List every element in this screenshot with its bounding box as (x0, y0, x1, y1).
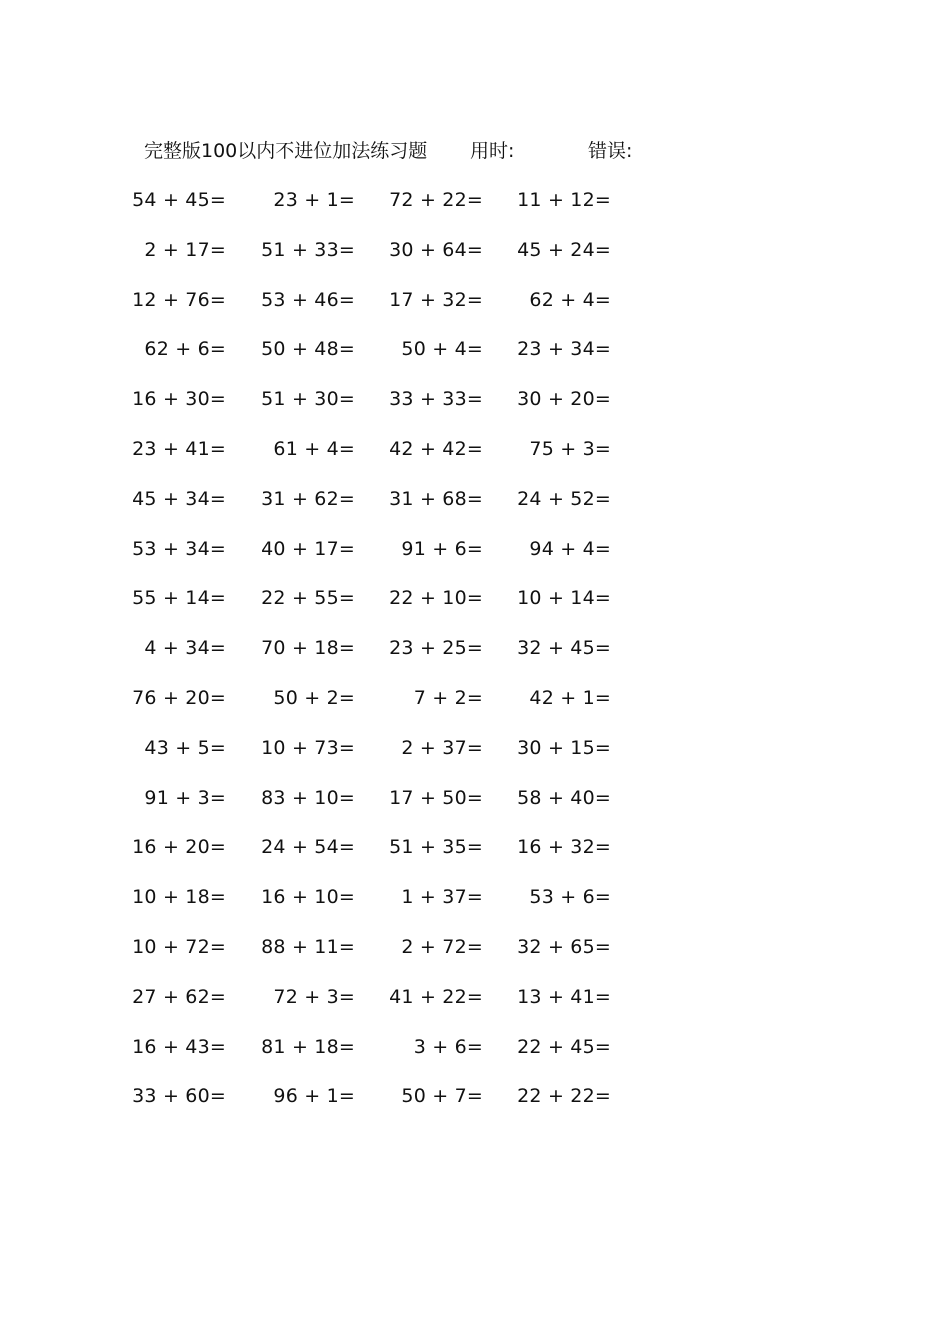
problem-row (0, 633, 950, 663)
problem-item: 72 + 22= (389, 189, 483, 211)
problem-row (0, 1081, 950, 1111)
problem-item: 27 + 62= (132, 985, 226, 1008)
problem-row (0, 235, 950, 265)
problem-item: 23 + 25= (389, 637, 483, 660)
problem-item: 58 + 40= (517, 786, 611, 809)
problem-row (0, 683, 950, 713)
problem-item: 4 + 34= (144, 637, 226, 660)
problem-row (0, 384, 950, 414)
problem-item: 10 + 73= (261, 736, 355, 759)
problem-row (0, 534, 950, 564)
problem-item: 62 + 4= (529, 288, 611, 311)
problem-row (0, 185, 950, 215)
problem-item: 10 + 18= (132, 886, 226, 909)
problem-item: 42 + 42= (389, 438, 483, 460)
problem-item: 55 + 14= (132, 587, 226, 610)
problem-item: 40 + 17= (261, 537, 355, 560)
problem-row (0, 484, 950, 514)
problem-item: 23 + 34= (517, 338, 611, 361)
problem-item: 2 + 37= (401, 736, 483, 759)
problem-item: 70 + 18= (261, 637, 355, 660)
problem-row (0, 334, 950, 364)
problem-item: 7 + 2= (413, 687, 483, 709)
problem-item: 30 + 64= (389, 238, 483, 261)
problem-item: 91 + 3= (144, 786, 226, 809)
problem-item: 42 + 1= (529, 687, 611, 709)
problem-item: 22 + 10= (389, 587, 483, 610)
problem-item: 3 + 6= (413, 1035, 483, 1058)
problem-item: 53 + 34= (132, 537, 226, 560)
problem-item: 33 + 33= (389, 388, 483, 411)
problem-item: 41 + 22= (389, 985, 483, 1008)
problem-item: 16 + 10= (261, 886, 355, 909)
problem-item: 13 + 41= (517, 985, 611, 1008)
problem-item: 32 + 65= (517, 936, 611, 958)
problem-item: 50 + 2= (273, 687, 355, 709)
problem-item: 33 + 60= (132, 1085, 226, 1108)
problem-row (0, 434, 950, 464)
problem-row (0, 285, 950, 315)
problem-item: 75 + 3= (529, 438, 611, 460)
problem-row (0, 832, 950, 862)
problem-item: 83 + 10= (261, 786, 355, 809)
problem-item: 11 + 12= (517, 189, 611, 211)
problem-item: 31 + 62= (261, 487, 355, 510)
problem-item: 51 + 33= (261, 238, 355, 261)
problem-item: 30 + 20= (517, 388, 611, 411)
problem-item: 32 + 45= (517, 637, 611, 660)
problem-item: 45 + 34= (132, 487, 226, 510)
problem-item: 45 + 24= (517, 238, 611, 261)
problem-item: 16 + 32= (517, 836, 611, 859)
problem-item: 61 + 4= (273, 438, 355, 460)
problem-item: 88 + 11= (261, 936, 355, 958)
time-label: 用时: (470, 140, 515, 162)
problem-row (0, 733, 950, 763)
problem-item: 76 + 20= (132, 687, 226, 709)
problem-item: 72 + 3= (273, 985, 355, 1008)
problem-item: 22 + 55= (261, 587, 355, 610)
problem-item: 51 + 30= (261, 388, 355, 411)
problem-row (0, 783, 950, 813)
problem-item: 16 + 20= (132, 836, 226, 859)
problem-item: 24 + 52= (517, 487, 611, 510)
problem-item: 2 + 72= (401, 936, 483, 958)
problem-row (0, 1032, 950, 1062)
problem-item: 43 + 5= (144, 736, 226, 759)
problem-item: 50 + 48= (261, 338, 355, 361)
problem-item: 31 + 68= (389, 487, 483, 510)
errors-label: 错误: (588, 140, 633, 162)
problem-item: 23 + 1= (273, 189, 355, 211)
problem-item: 50 + 4= (401, 338, 483, 361)
problem-item: 16 + 30= (132, 388, 226, 411)
problem-item: 10 + 14= (517, 587, 611, 610)
problem-row (0, 982, 950, 1012)
problem-item: 12 + 76= (132, 288, 226, 311)
problem-item: 96 + 1= (273, 1085, 355, 1108)
problem-item: 54 + 45= (132, 189, 226, 211)
problem-item: 62 + 6= (144, 338, 226, 361)
page-title: 完整版100以内不进位加法练习题 (144, 140, 428, 162)
problem-item: 23 + 41= (132, 438, 226, 460)
problem-item: 81 + 18= (261, 1035, 355, 1058)
problem-item: 10 + 72= (132, 936, 226, 958)
problem-item: 17 + 50= (389, 786, 483, 809)
problem-item: 91 + 6= (401, 537, 483, 560)
problem-item: 16 + 43= (132, 1035, 226, 1058)
problem-item: 2 + 17= (144, 238, 226, 261)
problem-item: 22 + 45= (517, 1035, 611, 1058)
problem-item: 17 + 32= (389, 288, 483, 311)
problem-row (0, 932, 950, 962)
problem-item: 51 + 35= (389, 836, 483, 859)
problem-item: 53 + 6= (529, 886, 611, 909)
problem-item: 30 + 15= (517, 736, 611, 759)
problem-item: 22 + 22= (517, 1085, 611, 1108)
problem-item: 50 + 7= (401, 1085, 483, 1108)
problem-row (0, 882, 950, 912)
problem-item: 94 + 4= (529, 537, 611, 560)
problem-item: 24 + 54= (261, 836, 355, 859)
problem-item: 53 + 46= (261, 288, 355, 311)
problem-row (0, 583, 950, 613)
problem-item: 1 + 37= (401, 886, 483, 909)
